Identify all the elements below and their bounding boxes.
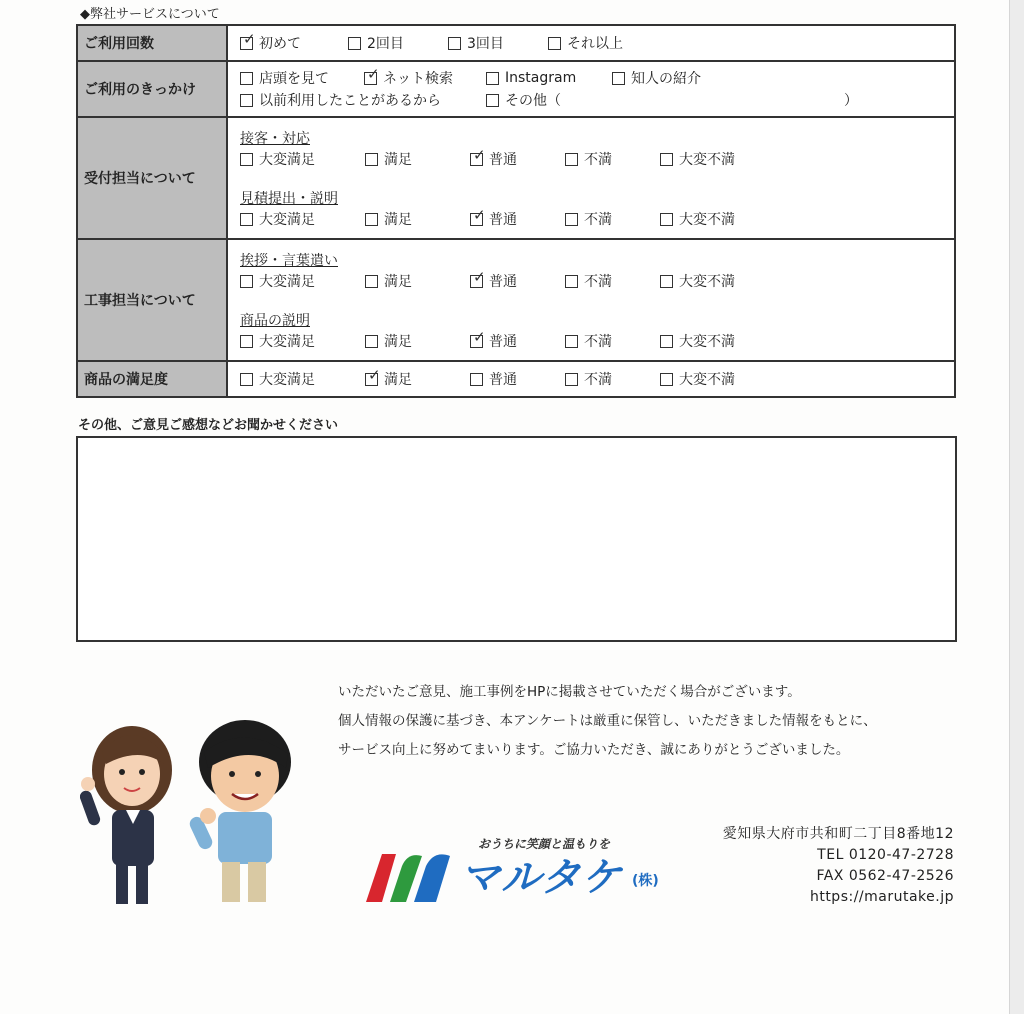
- logo-tagline: おうちに笑顔と温もりを: [478, 837, 611, 851]
- option-satisfied[interactable]: 満足: [365, 209, 470, 229]
- row-product: [77, 361, 955, 397]
- row-trigger: [77, 61, 955, 117]
- page-edge: [1009, 0, 1024, 1014]
- checkbox[interactable]: [565, 373, 578, 386]
- free-comment-box[interactable]: [76, 436, 957, 642]
- option-acquaintance[interactable]: 知人の紹介: [612, 68, 701, 88]
- label-reception: 受付担当について: [77, 117, 227, 239]
- checkbox[interactable]: [348, 37, 361, 50]
- checkbox[interactable]: [660, 213, 673, 226]
- option-satisfied[interactable]: ✓ 満足: [365, 369, 470, 389]
- option-very-dissatisfied[interactable]: 大変不満: [660, 369, 735, 389]
- scale-row: [240, 327, 954, 352]
- scale-row: [240, 267, 954, 292]
- checkbox[interactable]: [548, 37, 561, 50]
- label-product: 商品の満足度: [77, 361, 227, 397]
- label-trigger: ご利用のきっかけ: [77, 61, 227, 117]
- checkbox[interactable]: [364, 64, 380, 85]
- free-comment-label: その他、ご意見ご感想などお聞かせください: [78, 418, 339, 433]
- label-usage-count: ご利用回数: [77, 25, 227, 61]
- checkbox[interactable]: [240, 153, 253, 166]
- company-url[interactable]: https://marutake.jp: [809, 889, 954, 905]
- option-store[interactable]: 店頭を見て: [240, 68, 364, 88]
- company-fax: FAX 0562-47-2526: [816, 868, 954, 884]
- option-very-dissatisfied[interactable]: 大変不満: [660, 331, 735, 351]
- option-third-time[interactable]: 3回目: [448, 33, 548, 53]
- sub-reception-service: 接客・対応: [240, 131, 310, 147]
- checkbox[interactable]: [660, 335, 673, 348]
- option-normal[interactable]: ✓ 普通: [470, 331, 565, 351]
- checkbox[interactable]: [240, 275, 253, 288]
- scale-row: [240, 205, 954, 230]
- option-dissatisfied[interactable]: 不満: [565, 369, 660, 389]
- section-title: ◆弊社サービスについて: [80, 7, 220, 22]
- checkbox[interactable]: [240, 94, 253, 107]
- sub-construction-product: 商品の説明: [240, 313, 310, 329]
- option-dissatisfied[interactable]: 不満: [565, 331, 660, 351]
- option-very-dissatisfied[interactable]: 大変不満: [660, 271, 735, 291]
- option-very-dissatisfied[interactable]: 大変不満: [660, 149, 735, 169]
- option-very-satisfied[interactable]: 大変満足: [240, 369, 365, 389]
- check-mark-icon: ✓: [473, 267, 486, 286]
- row-construction: [77, 239, 955, 361]
- option-very-satisfied[interactable]: 大変満足: [240, 209, 365, 229]
- survey-table: [76, 24, 956, 398]
- checkbox[interactable]: [365, 275, 378, 288]
- sub-reception-estimate: 見積提出・説明: [240, 191, 338, 207]
- checkbox[interactable]: [470, 145, 486, 166]
- logo-name: マルタケ: [460, 855, 623, 901]
- checkbox[interactable]: [448, 37, 461, 50]
- option-normal[interactable]: 普通: [470, 369, 565, 389]
- checkbox[interactable]: [240, 335, 253, 348]
- company-info: [723, 824, 954, 908]
- company-address: 愛知県大府市共和町二丁目8番地12: [722, 826, 954, 842]
- company-logo: [362, 832, 662, 912]
- check-mark-icon: ✓: [243, 29, 256, 48]
- checkbox[interactable]: [365, 335, 378, 348]
- notice-text: [338, 678, 877, 765]
- trigger-options: [227, 61, 955, 117]
- option-very-satisfied[interactable]: 大変満足: [240, 149, 365, 169]
- checkbox[interactable]: [612, 72, 625, 85]
- other-close-paren: ）: [844, 93, 858, 109]
- checkbox[interactable]: [365, 213, 378, 226]
- product-options: [227, 361, 955, 397]
- checkbox[interactable]: [365, 365, 381, 386]
- option-dissatisfied[interactable]: 不満: [565, 271, 660, 291]
- option-very-dissatisfied[interactable]: 大変不満: [660, 209, 735, 229]
- company-tel: TEL 0120-47-2728: [817, 847, 954, 863]
- checkbox[interactable]: [470, 267, 486, 288]
- staff-illustration: [80, 712, 300, 912]
- notice-line: サービス向上に努めてまいります。ご協力いただき、誠にありがとうございました。: [338, 742, 850, 758]
- option-normal[interactable]: ✓ 普通: [470, 149, 565, 169]
- checkbox[interactable]: [470, 205, 486, 226]
- row-reception: [77, 117, 955, 239]
- option-normal[interactable]: ✓ 普通: [470, 209, 565, 229]
- female-staff-illustration: [80, 726, 172, 904]
- checkbox[interactable]: [660, 153, 673, 166]
- scale-row: [240, 365, 954, 390]
- option-satisfied[interactable]: 満足: [365, 271, 470, 291]
- check-mark-icon: ✓: [367, 64, 380, 83]
- option-other[interactable]: その他（: [486, 90, 844, 110]
- checkbox[interactable]: [240, 29, 256, 50]
- check-mark-icon: ✓: [473, 327, 486, 346]
- check-mark-icon: ✓: [473, 205, 486, 224]
- option-normal[interactable]: ✓ 普通: [470, 271, 565, 291]
- checkbox[interactable]: [240, 72, 253, 85]
- option-satisfied[interactable]: 満足: [365, 149, 470, 169]
- option-previous-use[interactable]: 以前利用したことがあるから: [240, 90, 486, 110]
- reception-options: [227, 117, 955, 239]
- checkbox[interactable]: [365, 153, 378, 166]
- checkbox[interactable]: [470, 373, 483, 386]
- male-staff-illustration: [187, 720, 291, 902]
- row-usage-count: [77, 25, 955, 61]
- option-instagram[interactable]: Instagram: [486, 70, 612, 86]
- option-dissatisfied[interactable]: 不満: [565, 149, 660, 169]
- option-dissatisfied[interactable]: 不満: [565, 209, 660, 229]
- checkbox[interactable]: [565, 275, 578, 288]
- option-very-satisfied[interactable]: 大変満足: [240, 271, 365, 291]
- construction-options: [227, 239, 955, 361]
- option-more-times[interactable]: それ以上: [548, 33, 623, 53]
- check-mark-icon: ✓: [368, 365, 381, 384]
- label-construction: 工事担当について: [77, 239, 227, 361]
- scale-row: [240, 145, 954, 170]
- checkbox[interactable]: [240, 373, 253, 386]
- checkbox[interactable]: [565, 213, 578, 226]
- checkbox[interactable]: [660, 373, 673, 386]
- checkbox[interactable]: [486, 72, 499, 85]
- usage-count-options: [227, 25, 955, 61]
- checkbox[interactable]: [565, 335, 578, 348]
- logo-m-mark-icon: [362, 848, 458, 904]
- logo-suffix: (株): [632, 873, 659, 889]
- notice-line: いただいたご意見、施工事例をHPに掲載させていただく場合がございます。: [338, 684, 801, 700]
- notice-line: 個人情報の保護に基づき、本アンケートは厳重に保管し、いただきました情報をもとに、: [338, 713, 877, 729]
- option-satisfied[interactable]: 満足: [365, 331, 470, 351]
- option-second-time[interactable]: 2回目: [348, 33, 448, 53]
- checkbox[interactable]: [565, 153, 578, 166]
- sub-construction-greeting: 挨拶・言葉遣い: [240, 253, 338, 269]
- option-first-time[interactable]: ✓ 初めて: [240, 33, 348, 53]
- checkbox[interactable]: [660, 275, 673, 288]
- check-mark-icon: ✓: [473, 145, 486, 164]
- option-net-search[interactable]: ✓ ネット検索: [364, 68, 486, 88]
- option-very-satisfied[interactable]: 大変満足: [240, 331, 365, 351]
- checkbox[interactable]: [240, 213, 253, 226]
- checkbox[interactable]: [470, 327, 486, 348]
- checkbox[interactable]: [486, 94, 499, 107]
